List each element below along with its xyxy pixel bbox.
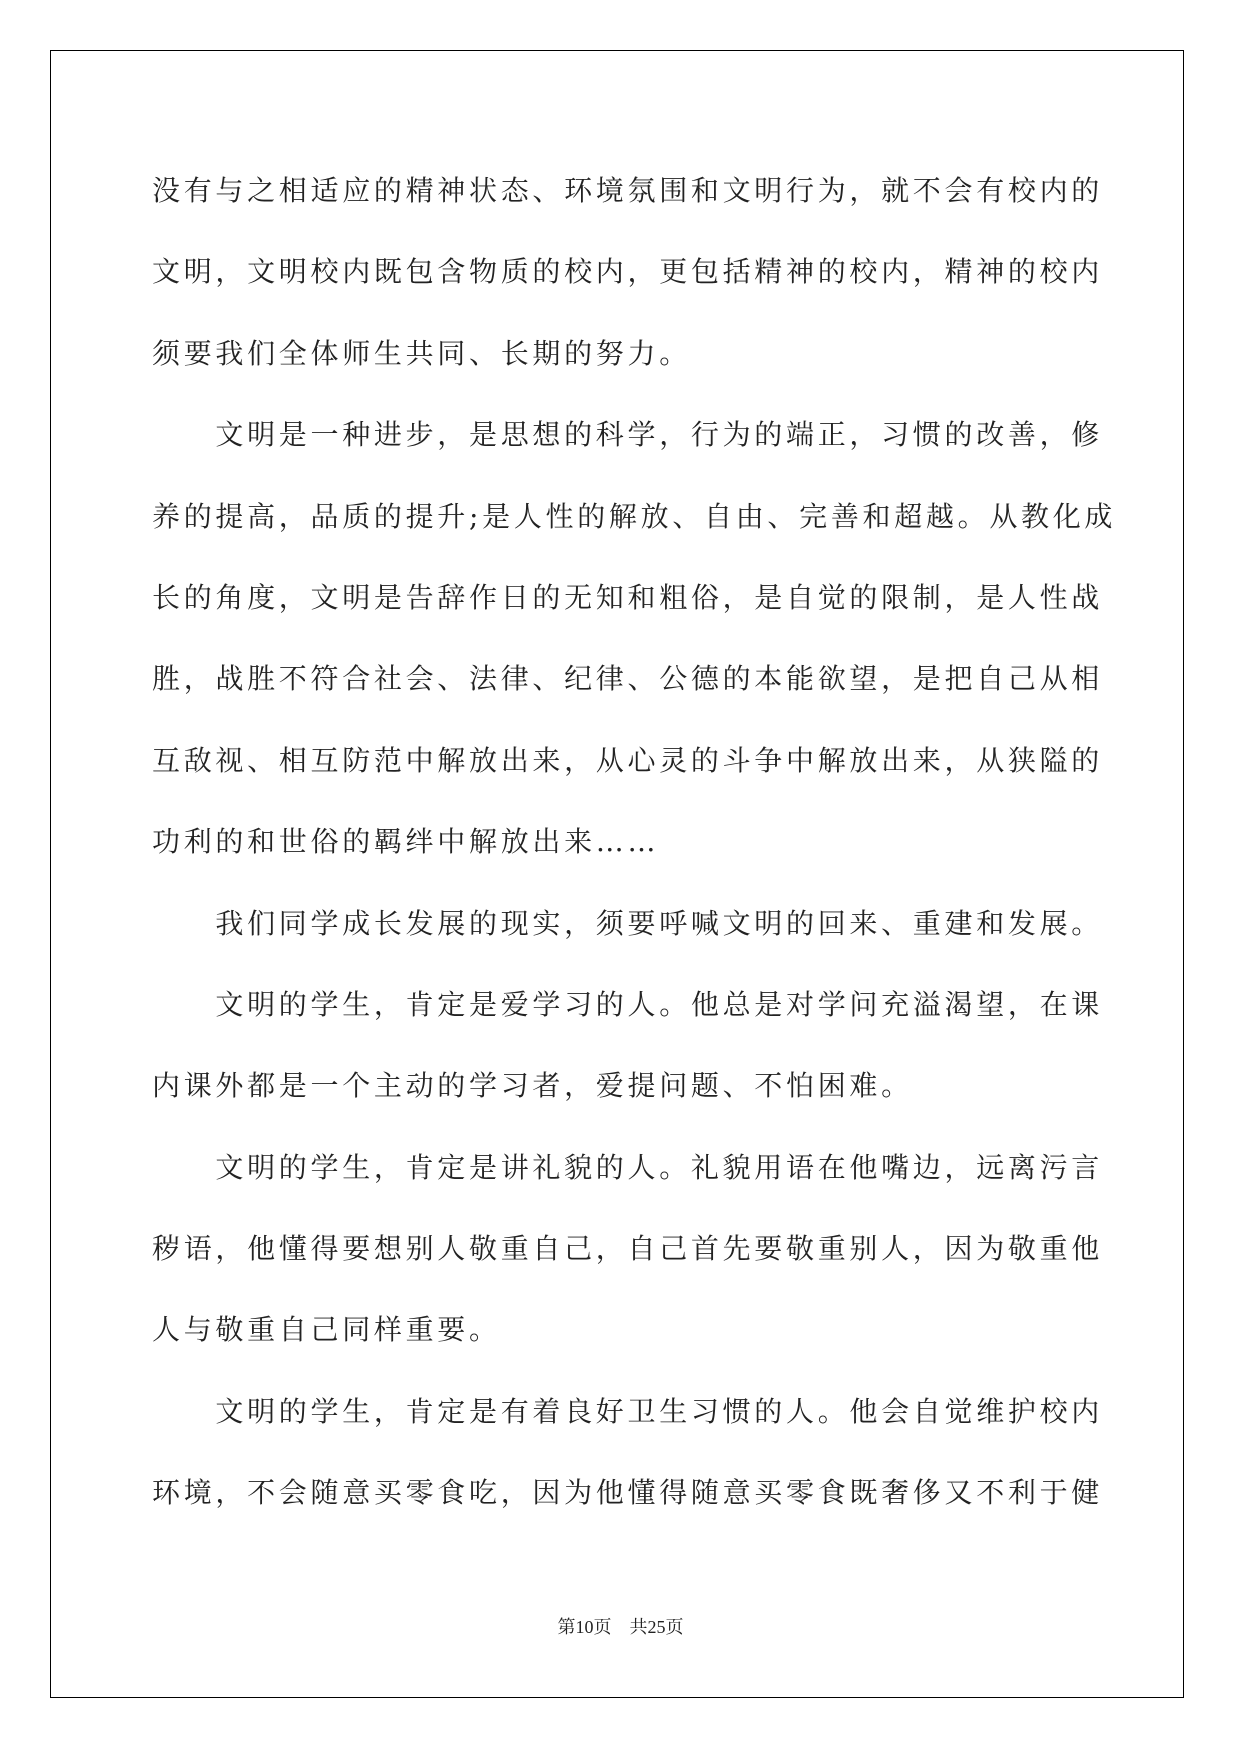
page-number-footer: 第10页 共25页 (557, 1617, 684, 1637)
text-line: 环境，不会随意买零食吃，因为他懂得随意买零食既奢侈又不利于健 (152, 1476, 1104, 1510)
text-line: 文明，文明校内既包含物质的校内，更包括精神的校内，精神的校内 (152, 255, 1104, 289)
text-line: 没有与之相适应的精神状态、环境氛围和文明行为，就不会有校内的 (152, 174, 1104, 207)
text-line: 互敌视、相互防范中解放出来，从心灵的斗争中解放出来，从狭隘的 (152, 743, 1104, 777)
document-body (152, 150, 1117, 1534)
text-line: 文明是一种进步，是思想的科学，行为的端正，习惯的改善，修 (152, 418, 1104, 452)
text-line: 文明的学生，肯定是讲礼貌的人。礼貌用语在他嘴边，远离污言 (152, 1150, 1104, 1184)
text-line: 文明的学生，肯定是爱学习的人。他总是对学问充溢渴望，在课 (152, 987, 1104, 1021)
text-line: 养的提高，品质的提升;是人性的解放、自由、完善和超越。从教化成 (152, 499, 1117, 533)
text-line: 胜，战胜不符合社会、法律、纪律、公德的本能欲望，是把自己从相 (152, 662, 1104, 696)
text-line: 须要我们全体师生共同、长期的努力。 (152, 336, 691, 370)
text-line: 长的角度，文明是告辞作日的无知和粗俗，是自觉的限制，是人性战 (152, 580, 1104, 614)
text-line: 功利的和世俗的羁绊中解放出来…… (152, 825, 660, 859)
text-line: 我们同学成长发展的现实，须要呼喊文明的回来、重建和发展。 (152, 906, 1104, 940)
text-line: 秽语，他懂得要想别人敬重自己，自己首先要敬重别人，因为敬重他 (152, 1232, 1104, 1266)
text-line: 内课外都是一个主动的学习者，爱提问题、不怕困难。 (152, 1069, 913, 1103)
text-line: 人与敬重自己同样重要。 (152, 1313, 501, 1347)
text-line: 文明的学生，肯定是有着良好卫生习惯的人。他会自觉维护校内 (152, 1394, 1104, 1428)
